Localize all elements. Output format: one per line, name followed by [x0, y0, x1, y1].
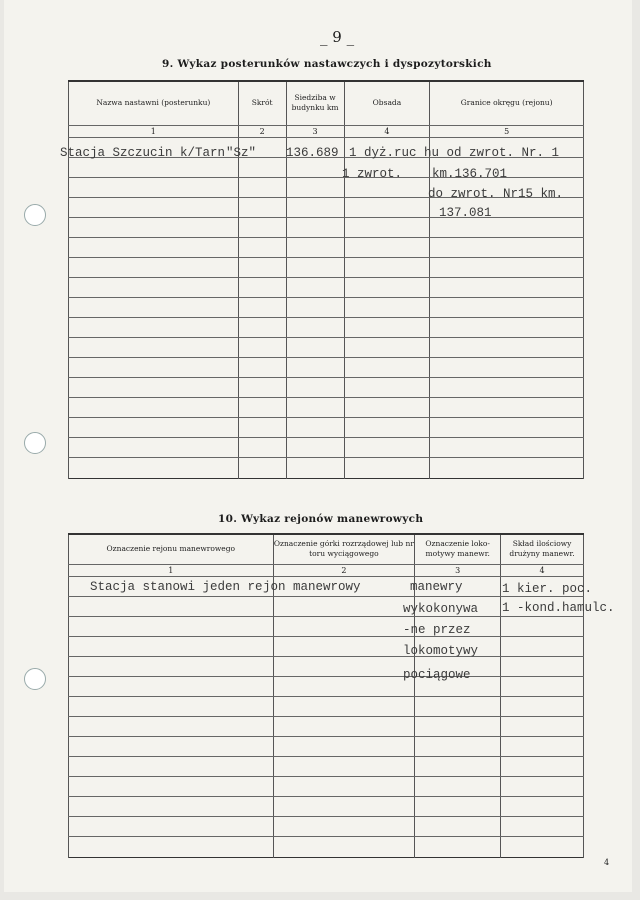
s10-loco-line3: -ne przez — [403, 623, 471, 637]
s10-col-number: 4 — [501, 564, 584, 576]
s10-header-loco: Oznaczenie loko-motywy manewr. — [415, 534, 501, 564]
s10-col-number: 1 — [69, 564, 274, 576]
s10-col-number: 3 — [415, 564, 501, 576]
s10-region-text-part2: jon manewrowy — [263, 580, 361, 594]
s9-staff-line1: 1 dyż.ruc — [349, 146, 417, 160]
punch-hole-top — [24, 204, 46, 226]
s9-header-seat: Siedziba w budynku km — [286, 81, 344, 125]
s10-col-number: 2 — [273, 564, 415, 576]
s9-col-number: 5 — [430, 125, 584, 137]
s9-bounds-line1: hu od zwrot. Nr. 1 — [424, 146, 560, 160]
s9-header-staff: Obsada — [344, 81, 430, 125]
section9-table — [68, 80, 584, 479]
s10-loco-line1: manewry — [410, 580, 463, 594]
punch-hole-middle — [24, 432, 46, 454]
s10-header-crew: Skład ilościowy drużyny manewr. — [501, 534, 584, 564]
s9-col-number: 3 — [286, 125, 344, 137]
s9-station-name: Stacja Szczucin k/Tarn — [60, 146, 226, 160]
s10-header-region: Oznaczenie rejonu manewrowego — [69, 534, 274, 564]
s9-header-abbr: Skrót — [238, 81, 286, 125]
s9-col-number: 2 — [238, 125, 286, 137]
section10-title: 10. Wykaz rejonów manewrowych — [218, 513, 424, 525]
s9-staff-line2: 1 zwrot. — [342, 167, 403, 181]
s10-header-hump: Oznaczenie górki rozrządowej lub nr toru wyciągowego — [273, 534, 415, 564]
page-number: _ 9 _ — [320, 28, 355, 46]
s9-header-name: Nazwa nastawni (posterunku) — [69, 81, 239, 125]
s9-header-bounds: Granice okręgu (rejonu) — [430, 81, 584, 125]
s9-station-abbr: "Sz" — [226, 146, 257, 160]
s10-region-text-part1: Stacja stanowi jeden re — [90, 580, 263, 594]
section9-title: 9. Wykaz posterunków nastawczych i dyspozytorskich — [162, 58, 492, 70]
s10-crew-line2: 1 -kond.hamulc. — [502, 601, 615, 615]
s9-station-km: 136.689 — [286, 146, 339, 160]
s10-crew-line1: 1 kier. poc. — [502, 582, 593, 596]
page-corner-mark: 4 — [604, 858, 610, 867]
s10-loco-line4: lokomotywy — [403, 644, 479, 658]
s9-col-number: 4 — [344, 125, 430, 137]
document-page — [4, 0, 632, 892]
s10-loco-line5: pociągowe — [403, 668, 471, 682]
s9-col-number: 1 — [69, 125, 239, 137]
s10-loco-line2: wykokonywa — [403, 602, 479, 616]
s9-bounds-line2: km.136.701 — [432, 167, 508, 181]
punch-hole-bottom — [24, 668, 46, 690]
s9-bounds-line4: 137.081 — [439, 206, 492, 220]
s9-bounds-line3: do zwrot. Nr15 km. — [428, 187, 564, 201]
